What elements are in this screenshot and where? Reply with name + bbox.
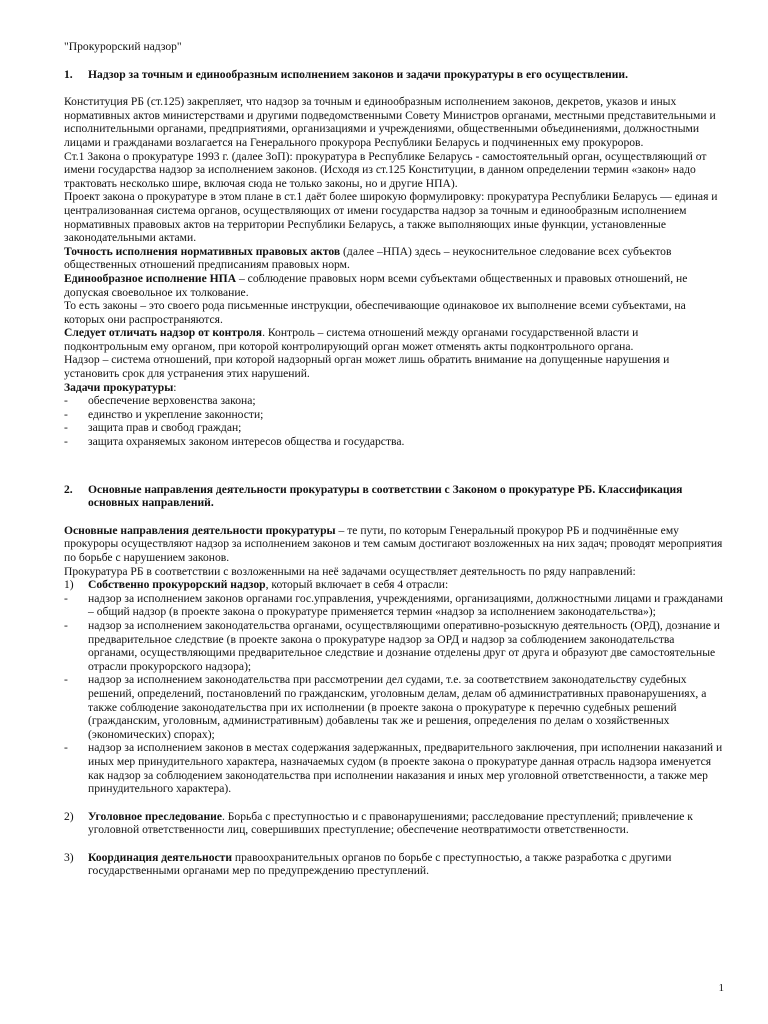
list-item: - единство и укрепление законности; [64,408,724,422]
direction-item-3-number: 3) [64,850,74,864]
accuracy-definition: (далее –НПА) здесь – неукоснительное следование всех субъектов общественных отношений предписаниям правовых норм. [64,244,672,272]
direction-item-2 [64,810,724,837]
s2-paragraph-directions [64,524,724,565]
document-page [64,40,724,878]
direction-item-2-term: Уголовное преследование [88,809,222,823]
direction-item-3-term: Координация деятельности [88,850,233,864]
tasks-list [64,394,724,448]
direction-item-2-number: 2) [64,809,74,823]
direction-item-1-term: Собственно прокурорский надзор [88,578,266,592]
uniformity-term: Единообразное исполнение НПА [64,271,237,285]
direction-item-3-text: правоохранительных органов по борьбе с преступностью, а также разработка с другими государственными органами мер по предупреждению преступлений. [88,850,672,878]
direction-item-2-text: . Борьба с преступностью и с правонарушениями; расследование преступлений; привлечение к уголовной ответственности лиц, совершивших преступление; обеспечение неотвратимости ответственности. [88,809,693,837]
s1-paragraph-accuracy [64,245,724,272]
s2-paragraph-intro: Прокуратура РБ в соответствии с возложенными на неё задачами осуществляет деятельность по ряду направлений: [64,564,636,578]
s1-paragraph-article1: Ст.1 Закона о прокуратуре 1993 г. (далее ЗоП): прокуратура в Республике Беларусь - самостоятельный орган, осуществляющий от имени государства надзор за исполнением законов. (Исходя из ст.125 Конституции, в данном определении термин «закон» надо трактовать несколько шире, включая сюда не только законы, но и другие НПА). [64,149,707,190]
uniformity-definition: – соблюдение правовых норм всеми субъектами общественных и правовых отношений, не допуская своевольное их толкование. [64,271,688,299]
section-2-heading-text: Основные направления деятельности прокуратуры в соответствии с Законом о прокуратуре РБ. Классификация основных направлений. [88,482,683,510]
section-2-number: 2. [64,482,73,496]
control-definition: . Контроль – система отношений между органами государственной власти и подконтрольным ему органом, при которой контролирующий орган может отменять акты подконтрольного органа. [64,326,639,353]
branches-list [64,592,724,796]
list-item: - обеспечение верховенства закона; [64,394,724,408]
s1-paragraph-laws-instructions: То есть законы – это своего рода письменные инструкции, обеспечивающие одинаковое их выполнение всеми субъектами, на которых они распространяются. [64,299,686,326]
direction-item-3 [64,851,724,878]
list-item: - надзор за исполнением законодательства органами, осуществляющими оперативно-розыскную деятельность (ОРД), дознание и предварительное следствие (в проекте закона о прокуратуре надзор за ОРД и надзор за соблюдением законодательства органами, осуществляющими предварительное следствие и дознание отделены друг от друга и образуют две самостоятельные отрасли прокурорского надзора); [64,619,724,673]
directions-term: Основные направления деятельности прокуратуры [64,523,336,537]
list-item: - надзор за исполнением законов в местах содержания задержанных, предварительного заключения, при исполнении наказаний и иных мер принудительного характера, назначаемых судом (в проекте закона о прокуратуре данная отрасль надзора именуется как надзор за соблюдением законодательства при исполнении наказания и иных мер уголовной ответственности, а также мер принудительного характера). [64,741,724,795]
direction-item-1-number: 1) [64,578,74,592]
section-1-heading [64,68,724,82]
section-2-heading [64,483,724,510]
directions-definition: – те пути, по которым Генеральный прокурор РБ и подчинённые ему прокуроры осуществляют надзор за исполнением законов и тем самым достигают возложенных на них задач; проводят мероприятия по борьбе с нарушением законов. [64,523,723,564]
list-item: - защита охраняемых законом интересов общества и государства. [64,435,724,449]
direction-item-1 [64,578,724,592]
direction-item-1-text: , который включает в себя 4 отрасли: [265,578,449,592]
section-1-heading-text: Надзор за точным и единообразным исполнением законов и задачи прокуратуры в его осуществлении. [88,67,628,81]
list-item: - надзор за исполнением законодательства при рассмотрении дел судами, т.е. за соответствием законодательству судебных решений, определений, постановлений по гражданским, уголовным делам, делам об административных правонарушениях, а также соблюдение законодательства при их исполнении (в проекте закона о прокуратуре к перечню судебных решений (гражданским, уголовным, административным) добавлены так же и решения, определения по делам о хозяйственных (экономических) спорах); [64,673,724,741]
s1-paragraph-constitution: Конституция РБ (ст.125) закрепляет, что надзор за точным и единообразным исполнением законов, декретов, указов и иных нормативных актов министерствами и другими подведомственными Совету Министров органами, местными представительными и исполнительными органами, предприятиями, организациями и учреждениями, общественными объединениями, должностными лицами и гражданами возлагается на Генерального прокурора Республики Беларусь и подчиненных ему прокуроров. [64,95,716,149]
accuracy-term: Точность исполнения нормативных правовых актов [64,244,341,258]
s1-paragraph-supervision: Надзор – система отношений, при которой надзорный орган может лишь обратить внимание на допущенные нарушения и установить срок для устранения этих нарушений. [64,353,670,381]
tasks-colon: : [173,380,177,394]
document-title: "Прокурорский надзор" [64,40,182,53]
s1-paragraph-uniformity [64,272,724,299]
control-term: Следует отличать надзор от контроля [64,326,263,340]
section-1-number: 1. [64,67,73,81]
s1-paragraph-control [64,326,724,353]
tasks-term: Задачи прокуратуры [64,380,174,394]
tasks-heading [64,381,724,395]
list-item: - надзор за исполнением законов органами гос.управления, учреждениями, организациями, должностными лицами и гражданами – общий надзор (в проекте закона о прокуратуре применяется термин «надзор за исполнением законодательства»); [64,592,724,619]
page-number: 1 [718,982,724,995]
list-item: - защита прав и свобод граждан; [64,421,724,435]
s1-paragraph-draft-law: Проект закона о прокуратуре в этом плане в ст.1 даёт более широкую формулировку: прокуратура Республики Беларусь — единая и централизованная система органов, осуществляющих от имени государства надзор за точным и единообразным исполнением нормативных правовых актов на территории Республики Беларусь, а также выполняющих иные функции, установленные законодательными актами. [64,190,718,245]
